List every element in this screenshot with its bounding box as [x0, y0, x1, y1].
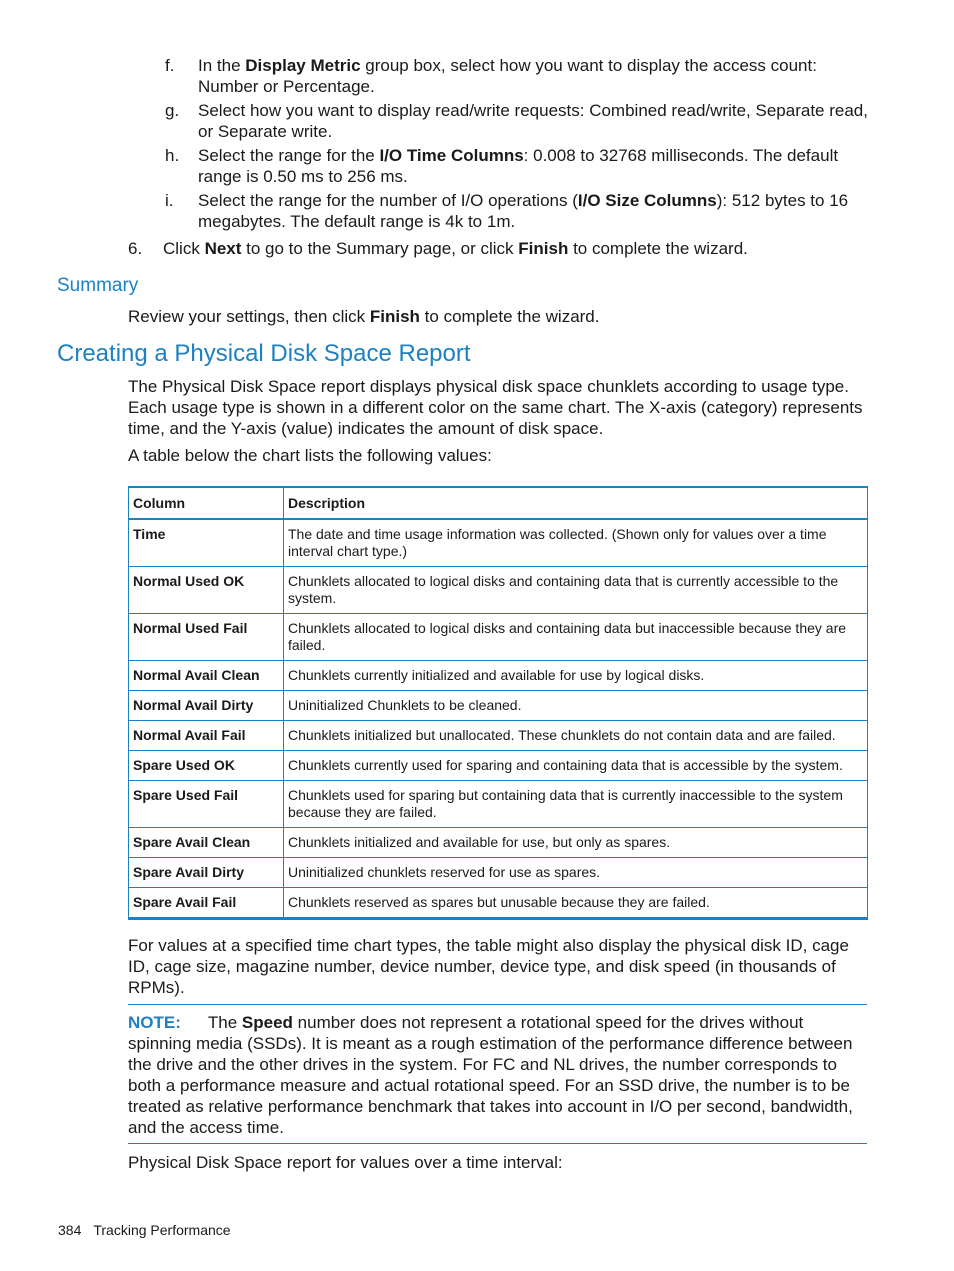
row-column: Normal Avail Dirty	[129, 691, 284, 721]
row-description: Chunklets reserved as spares but unusable because they are failed.	[284, 888, 868, 919]
table-row	[129, 721, 868, 751]
note-label: NOTE:	[128, 1013, 181, 1032]
row-description: Chunklets currently initialized and available for use by logical disks.	[284, 661, 868, 691]
table-row	[129, 567, 868, 614]
table-row	[129, 614, 868, 661]
row-column: Normal Avail Clean	[129, 661, 284, 691]
bold-term: Finish	[369, 307, 420, 326]
step-text: In the Display Metric group box, select how you want to display the access count: Number or Percentage.	[198, 56, 817, 96]
bold-term: Finish	[518, 239, 569, 258]
after-table-text: For values at a specified time chart types, the table might also display the physical disk ID, cage ID, cage size, magazine number, device number, device type, and disk speed (in thousands of RPMs).	[128, 936, 849, 997]
table-header-row	[129, 487, 868, 519]
table-row	[129, 519, 868, 567]
row-column: Normal Avail Fail	[129, 721, 284, 751]
step-marker: f.	[165, 56, 175, 75]
step-text: Click Next to go to the Summary page, or click Finish to complete the wizard.	[163, 239, 748, 258]
row-description: Chunklets initialized and available for use, but only as spares.	[284, 828, 868, 858]
row-description: Chunklets allocated to logical disks and containing data that is currently accessible to the system.	[284, 567, 868, 614]
note-bottom-rule	[128, 1143, 867, 1144]
table-row	[129, 781, 868, 828]
bold-term: I/O Size Columns	[577, 191, 717, 210]
summary-heading: Summary	[57, 275, 139, 296]
step-marker: g.	[165, 101, 180, 120]
row-description: Chunklets initialized but unallocated. These chunklets do not contain data and are failed.	[284, 721, 868, 751]
bold-term: Display Metric	[245, 56, 361, 75]
step-marker: h.	[165, 146, 180, 165]
row-column: Spare Avail Clean	[129, 828, 284, 858]
row-column: Normal Used Fail	[129, 614, 284, 661]
note-top-rule	[128, 1004, 867, 1005]
table-row	[129, 751, 868, 781]
step-marker: 6.	[128, 239, 143, 258]
table-intro: A table below the chart lists the following values:	[128, 446, 492, 465]
row-column: Spare Used OK	[129, 751, 284, 781]
row-column: Spare Used Fail	[129, 781, 284, 828]
table-row	[129, 691, 868, 721]
bold-term: Speed	[241, 1013, 293, 1032]
page-number: 384	[58, 1222, 82, 1238]
table-row	[129, 888, 868, 919]
description-header: Description	[284, 487, 868, 519]
table-row	[129, 661, 868, 691]
closing-text: Physical Disk Space report for values over a time interval:	[128, 1153, 563, 1172]
row-column: Spare Avail Fail	[129, 888, 284, 919]
table-row	[129, 828, 868, 858]
row-description: Uninitialized chunklets reserved for use as spares.	[284, 858, 868, 888]
row-column: Spare Avail Dirty	[129, 858, 284, 888]
chapter-title: Tracking Performance	[93, 1222, 231, 1238]
row-description: The date and time usage information was collected. (Shown only for values over a time interval chart type.)	[284, 519, 868, 567]
step-text: Select how you want to display read/write requests: Combined read/write, Separate read, or Separate write.	[198, 101, 868, 141]
page-footer	[58, 1222, 231, 1238]
row-description: Chunklets currently used for sparing and containing data that is accessible by the system.	[284, 751, 868, 781]
note-block	[128, 1012, 868, 1138]
step-text: Select the range for the I/O Time Columns: 0.008 to 32768 milliseconds. The default range is 0.50 ms to 256 ms.	[198, 146, 839, 186]
row-column: Time	[129, 519, 284, 567]
row-description: Chunklets used for sparing but containing data that is currently inaccessible to the system because they are failed.	[284, 781, 868, 828]
summary-text: Review your settings, then click Finish to complete the wizard.	[128, 307, 600, 326]
note-text: The Speed number does not represent a rotational speed for the drives without spinning media (SSDs). It is meant as a rough estimation of the performance difference between the drive and the other drives in the system. For FC and NL drives, the number corresponds to both a performance measure and actual rotational speed. For an SSD drive, the number is to be treated as relative performance benchmark that takes into account in I/O per second, bandwidth, and the access time.	[128, 1013, 853, 1137]
step-marker: i.	[165, 191, 174, 210]
step-text: Select the range for the number of I/O operations (I/O Size Columns): 512 bytes to 16 megabytes. The default range is 4k to 1m.	[198, 191, 849, 231]
values-table	[128, 486, 868, 920]
row-description: Chunklets allocated to logical disks and containing data but inaccessible because they are failed.	[284, 614, 868, 661]
column-header: Column	[129, 487, 284, 519]
table-row	[129, 858, 868, 888]
section-heading: Creating a Physical Disk Space Report	[57, 340, 471, 367]
row-description: Uninitialized Chunklets to be cleaned.	[284, 691, 868, 721]
row-column: Normal Used OK	[129, 567, 284, 614]
section-intro: The Physical Disk Space report displays physical disk space chunklets according to usage type. Each usage type is shown in a different color on the same chart. The X-axis (category) represents time, and the Y-axis (value) indicates the amount of disk space.	[128, 377, 863, 438]
bold-term: I/O Time Columns	[379, 146, 524, 165]
bold-term: Next	[204, 239, 242, 258]
